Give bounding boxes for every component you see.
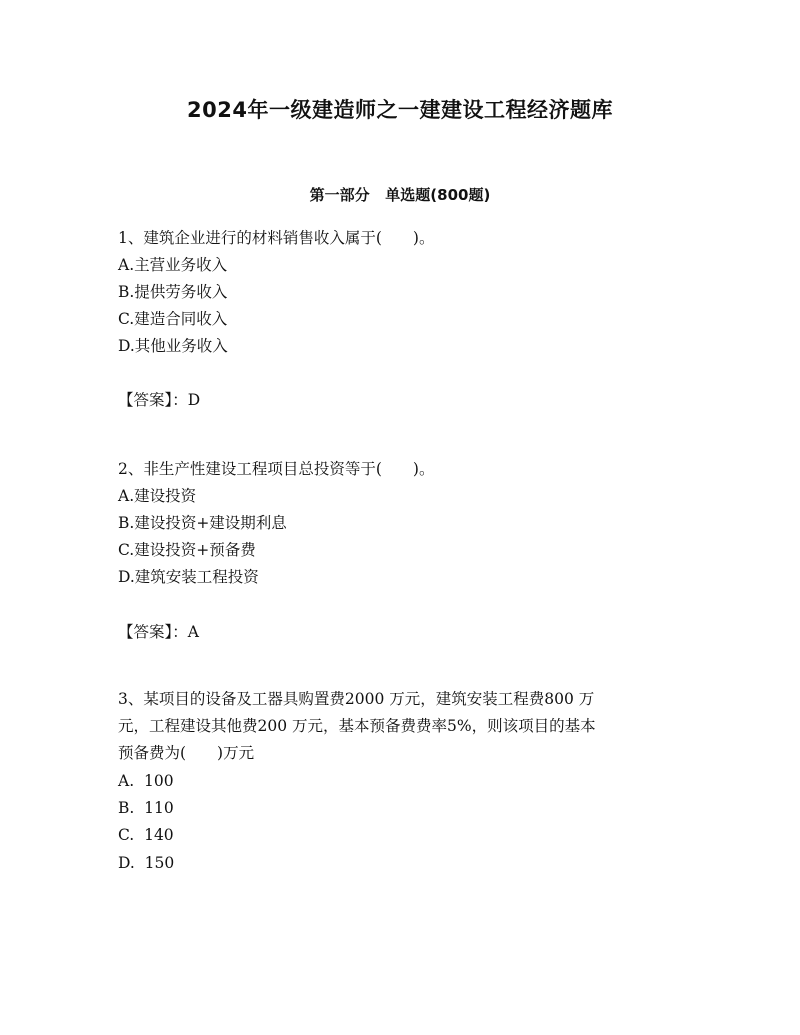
question-3-option-b: B. 110 bbox=[118, 799, 174, 817]
question-1-option-d: D.其他业务收入 bbox=[118, 337, 228, 355]
question-1-answer: 【答案】：D bbox=[118, 391, 201, 409]
question-2-option-d: D.建筑安装工程投资 bbox=[118, 568, 259, 586]
question-3-option-a: A. 100 bbox=[118, 772, 174, 790]
document-title: 2024年一级建造师之一建建设工程经济题库 bbox=[187, 98, 613, 122]
section-title: 第一部分 单选题(800题) bbox=[309, 186, 491, 204]
question-3-stem-line-1: 3、某项目的设备及工器具购置费2000 万元，建筑安装工程费800 万 bbox=[118, 690, 595, 708]
question-3-option-c: C. 140 bbox=[118, 826, 174, 844]
question-1-option-c: C.建造合同收入 bbox=[118, 310, 228, 328]
question-2-answer: 【答案】：A bbox=[118, 623, 199, 641]
question-3-stem-line-2: 元，工程建设其他费200 万元，基本预备费费率5%，则该项目的基本 bbox=[118, 717, 596, 735]
question-3-stem-line-3: 预备费为( )万元 bbox=[118, 744, 255, 762]
question-2-stem: 2、非生产性建设工程项目总投资等于( )。 bbox=[118, 460, 435, 478]
question-1-option-a: A.主营业务收入 bbox=[118, 256, 228, 274]
question-3-option-d: D. 150 bbox=[118, 854, 175, 872]
question-1-option-b: B.提供劳务收入 bbox=[118, 283, 228, 301]
question-2-option-c: C.建设投资+预备费 bbox=[118, 541, 256, 559]
question-2-option-a: A.建设投资 bbox=[118, 487, 197, 505]
question-2-option-b: B.建设投资+建设期利息 bbox=[118, 514, 287, 532]
question-1-stem: 1、建筑企业进行的材料销售收入属于( )。 bbox=[118, 229, 435, 247]
